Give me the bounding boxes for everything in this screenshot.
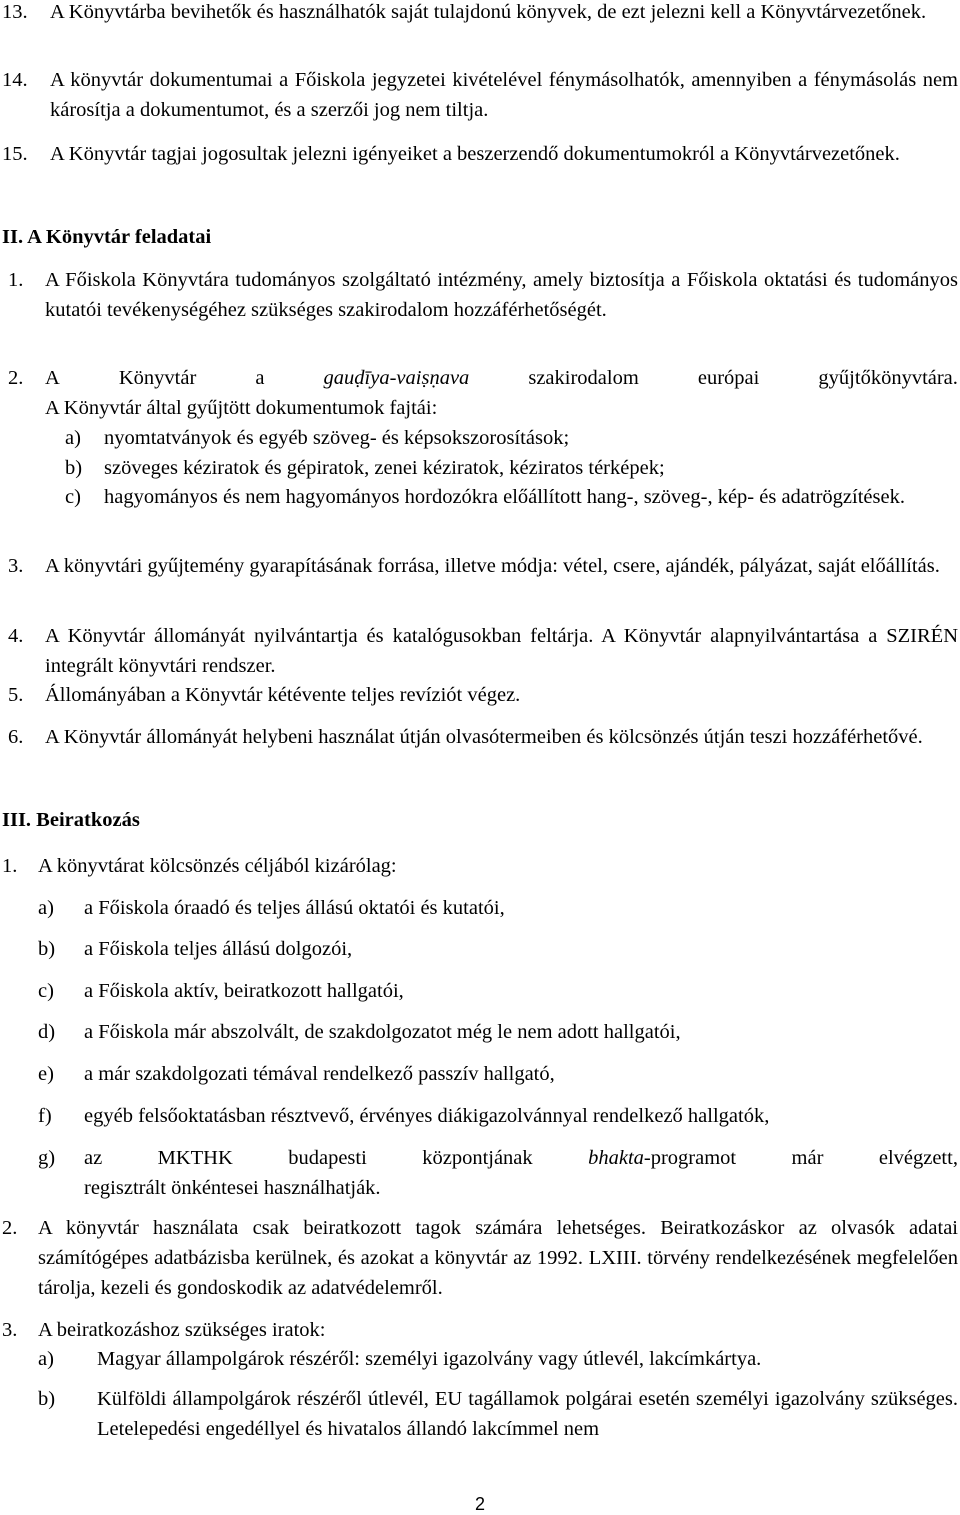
list-text: a Főiskola óraadó és teljes állású oktatói és kutatói,	[84, 897, 505, 919]
paragraph-number: 14.	[2, 69, 28, 91]
list-marker: b)	[65, 457, 83, 479]
paragraph-text: regisztrált önkéntesei használhatják.	[84, 1177, 381, 1199]
italic-term: gauḍīya-vaiṣṇava	[323, 367, 470, 389]
italic-term: bhakta	[588, 1147, 644, 1169]
list-text: hagyományos és nem hagyományos hordozókra előállított hang-, szöveg-, kép- és adatrögzítések.	[104, 486, 905, 508]
list-text: szöveges kéziratok és gépiratok, zenei kéziratok, kéziratos térképek;	[104, 457, 665, 479]
list-text: a Főiskola már abszolvált, de szakdolgozatot még le nem adott hallgatói,	[84, 1021, 681, 1043]
paragraph-number: 4.	[8, 625, 24, 647]
list-text: Külföldi állampolgárok részéről útlevél, EU tagállamok polgárai esetén személyi igazolvány szükséges. Letelepedési engedéllyel és hivatalos állandó lakcímmel nem	[97, 1388, 958, 1440]
list-text: a már szakdolgozati témával rendelkező passzív hallgató,	[84, 1063, 555, 1085]
paragraph-text: A könyvtárat kölcsönzés céljából kizárólag:	[38, 855, 397, 877]
list-marker: b)	[38, 1388, 56, 1410]
paragraph-text: A beiratkozáshoz szükséges iratok:	[38, 1319, 326, 1341]
paragraph-line: az MKTHK budapesti központjának bhakta-programot már elvégzett,	[84, 1147, 958, 1169]
paragraph-number: 3.	[2, 1319, 18, 1341]
paragraph-number: 1.	[8, 269, 24, 291]
paragraph-number: 1.	[2, 855, 18, 877]
paragraph-text: A könyvtár dokumentumai a Főiskola jegyzetei kivételével fénymásolhatók, amennyiben a fénymásolás nem károsítja a dokumentumot, és a szerzői jog nem tiltja.	[50, 69, 958, 121]
list-text: a Főiskola aktív, beiratkozott hallgatói,	[84, 980, 404, 1002]
paragraph-text: A Könyvtár állományát nyilvántartja és katalógusokban feltárja. A Könyvtár alapnyilvántartása a SZIRÉN integrált könyvtári rendszer.	[45, 625, 958, 677]
paragraph-text: A Könyvtárba bevihetők és használhatók saját tulajdonú könyvek, de ezt jelezni kell a Könyvtárvezetőnek.	[50, 1, 927, 23]
list-marker: c)	[38, 980, 54, 1002]
list-marker: b)	[38, 938, 56, 960]
paragraph-text: A könyvtár használata csak beiratkozott tagok számára lehetséges. Beiratkozáskor az olvasók adatai számítógépes adatbázisba kerülnek, és azokat a könyvtár az 1992. LXIII. törvény rendelkezésének megfelelően tárolja, kezeli és gondoskodik az adatvédelemről.	[38, 1217, 958, 1299]
list-text: nyomtatványok és egyéb szöveg- és képsokszorosítások;	[104, 427, 570, 449]
paragraph-number: 15.	[2, 143, 28, 165]
paragraph-text: A Könyvtár által gyűjtött dokumentumok fajtái:	[45, 397, 438, 419]
paragraph-text: A Főiskola Könyvtára tudományos szolgáltató intézmény, amely biztosítja a Főiskola oktatási és tudományos kutatói tevékenységéhez szükséges szakirodalom hozzáférhetőségét.	[45, 269, 958, 321]
paragraph-text: A könyvtári gyűjtemény gyarapításának forrása, illetve módja: vétel, csere, ajándék, pályázat, saját előállítás.	[45, 555, 940, 577]
paragraph-number: 5.	[8, 684, 24, 706]
paragraph-text: Állományában a Könyvtár kétévente teljes revíziót végez.	[45, 684, 521, 706]
list-text: egyéb felsőoktatásban résztvevő, érvényes diákigazolvánnyal rendelkező hallgatók,	[84, 1105, 770, 1127]
page-number: 2	[474, 1494, 485, 1514]
paragraph-number: 3.	[8, 555, 24, 577]
list-marker: g)	[38, 1147, 56, 1169]
list-marker: c)	[65, 486, 81, 508]
list-marker: e)	[38, 1063, 54, 1085]
paragraph-text: A Könyvtár állományát helybeni használat útján olvasótermeiben és kölcsönzés útján teszi hozzáférhetővé.	[45, 726, 923, 748]
list-marker: a)	[38, 897, 54, 919]
paragraph-number: 6.	[8, 726, 24, 748]
list-text: a Főiskola teljes állású dolgozói,	[84, 938, 353, 960]
paragraph-text: A Könyvtár tagjai jogosultak jelezni igényeiket a beszerzendő dokumentumokról a Könyvtárvezetőnek.	[50, 143, 900, 165]
section-heading-3: III. Beiratkozás	[2, 809, 140, 831]
paragraph-number: 2.	[8, 367, 24, 389]
list-marker: d)	[38, 1021, 56, 1043]
section-heading-2: II. A Könyvtár feladatai	[2, 226, 212, 248]
paragraph-number: 13.	[2, 1, 28, 23]
list-marker: a)	[65, 427, 81, 449]
paragraph-line: A Könyvtár a gauḍīya-vaiṣṇava szakirodalom európai gyűjtőkönyvtára.	[45, 363, 958, 393]
list-marker: a)	[38, 1348, 54, 1370]
list-marker: f)	[38, 1105, 52, 1127]
list-text: Magyar állampolgárok részéről: személyi igazolvány vagy útlevél, lakcímkártya.	[97, 1348, 762, 1370]
paragraph-number: 2.	[2, 1217, 18, 1239]
